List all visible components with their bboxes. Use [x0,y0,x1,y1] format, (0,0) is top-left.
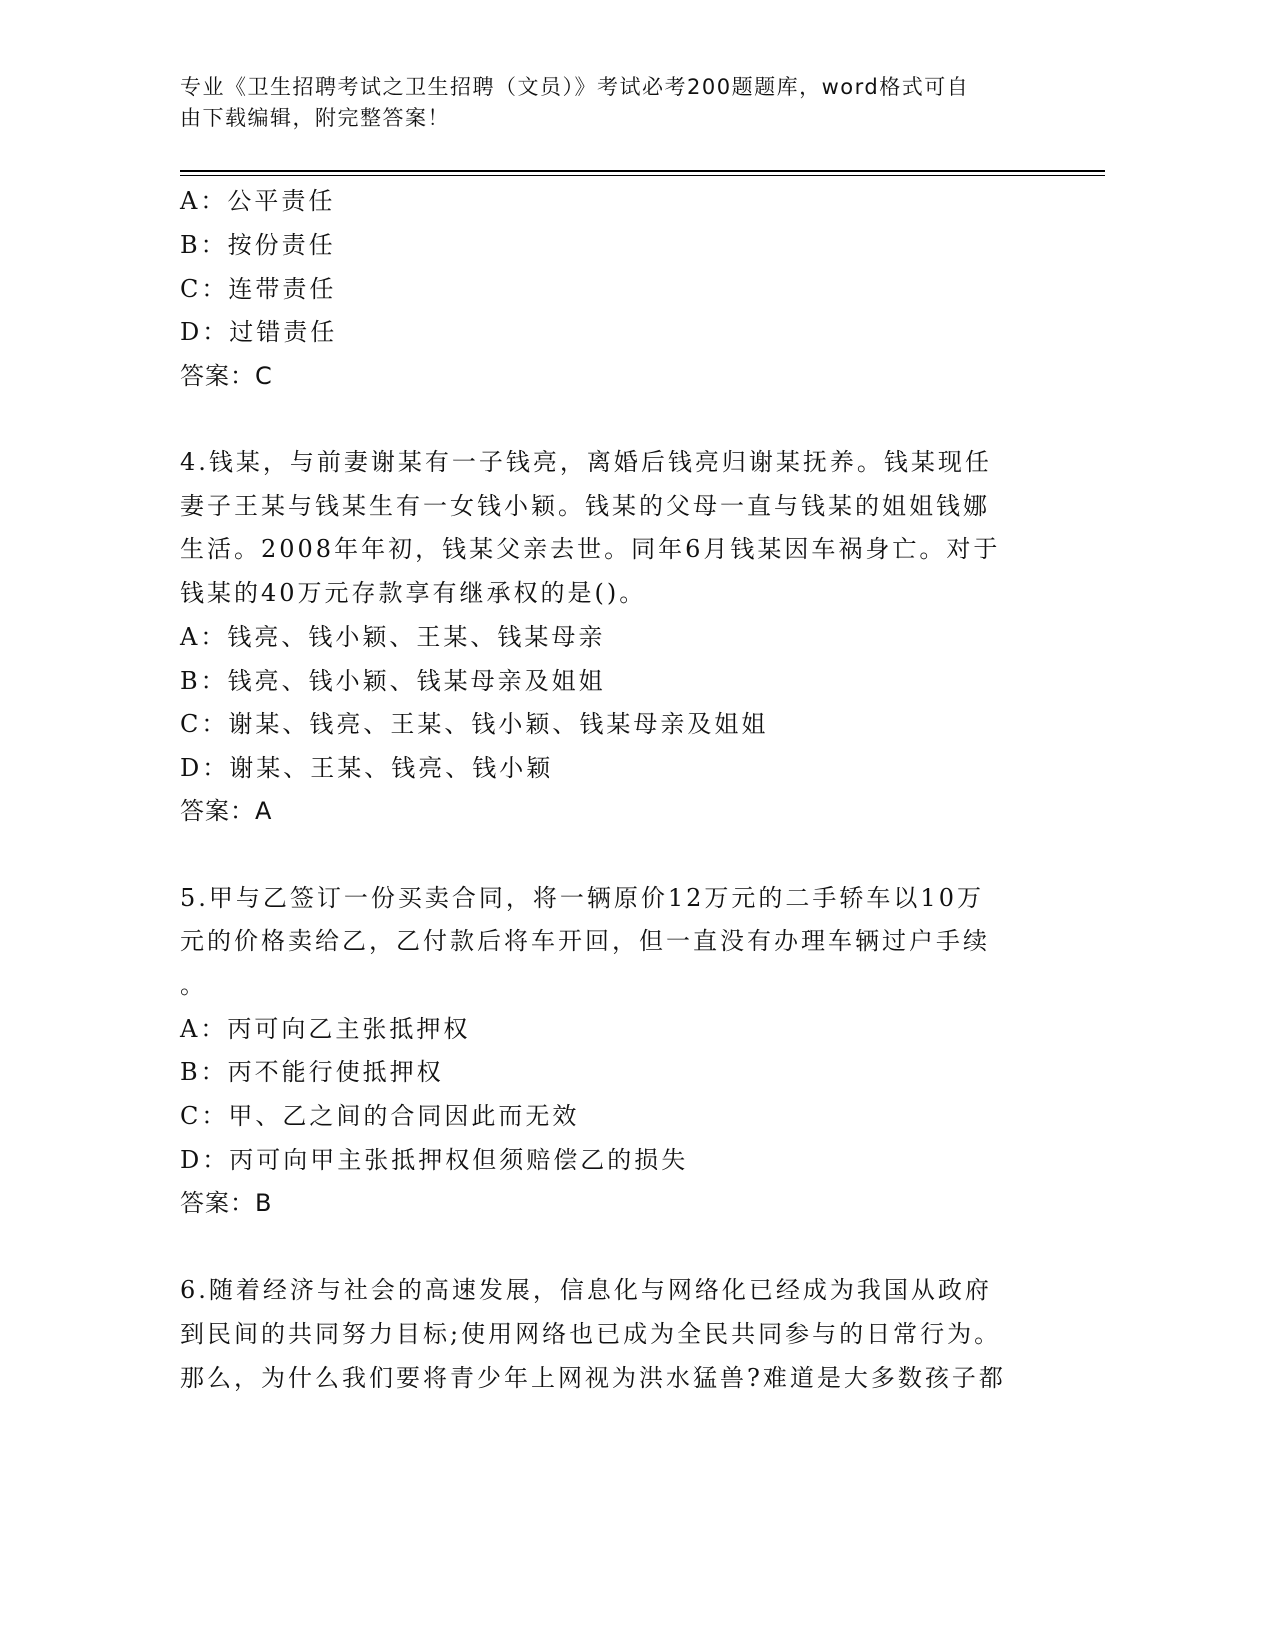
question-text: 那么，为什么我们要将青少年上网视为洪水猛兽?难道是大多数孩子都 [180,1364,1006,1392]
option-a: A：钱亮、钱小颖、王某、钱某母亲 [180,623,606,651]
question-text: 。 [180,971,207,999]
question-text: 6.随着经济与社会的高速发展，信息化与网络化已经成为我国从政府 [180,1276,992,1304]
header-line: 由下载编辑，附完整答案！ [180,106,450,130]
question-text: 元的价格卖给乙，乙付款后将车开回，但一直没有办理车辆过户手续 [180,927,990,955]
option-c: C：连带责任 [180,275,337,303]
option-a: A：公平责任 [180,187,336,215]
document-header [180,72,1030,134]
option-a: A：丙可向乙主张抵押权 [180,1015,471,1043]
question-text: 妻子王某与钱某生有一女钱小颖。钱某的父母一直与钱某的姐姐钱娜 [180,492,990,520]
answer: 答案：C [180,362,273,390]
header-divider-thin [180,175,1105,176]
option-d: D：谢某、王某、钱亮、钱小颖 [180,754,554,782]
header-divider [180,170,1105,172]
question-text: 钱某的40万元存款享有继承权的是()。 [180,579,647,607]
answer: 答案：B [180,1189,273,1217]
question-text: 4.钱某，与前妻谢某有一子钱亮，离婚后钱亮归谢某抚养。钱某现任 [180,448,992,476]
question-text: 生活。2008年年初，钱某父亲去世。同年6月钱某因车祸身亡。对于 [180,535,1001,563]
option-c: C：甲、乙之间的合同因此而无效 [180,1102,580,1130]
option-b: B：钱亮、钱小颖、钱某母亲及姐姐 [180,667,606,695]
option-b: B：按份责任 [180,231,336,259]
answer: 答案：A [180,797,273,825]
question-text: 5.甲与乙签订一份买卖合同，将一辆原价12万元的二手轿车以10万 [180,884,984,912]
option-d: D：过错责任 [180,318,338,346]
option-b: B：丙不能行使抵押权 [180,1058,444,1086]
question-text: 到民间的共同努力目标;使用网络也已成为全民共同参与的日常行为。 [180,1320,1002,1348]
option-c: C：谢某、钱亮、王某、钱小颖、钱某母亲及姐姐 [180,710,769,738]
header-line: 专业《卫生招聘考试之卫生招聘（文员）》考试必考200题题库，word格式可自 [180,75,970,99]
option-d: D：丙可向甲主张抵押权但须赔偿乙的损失 [180,1146,689,1174]
